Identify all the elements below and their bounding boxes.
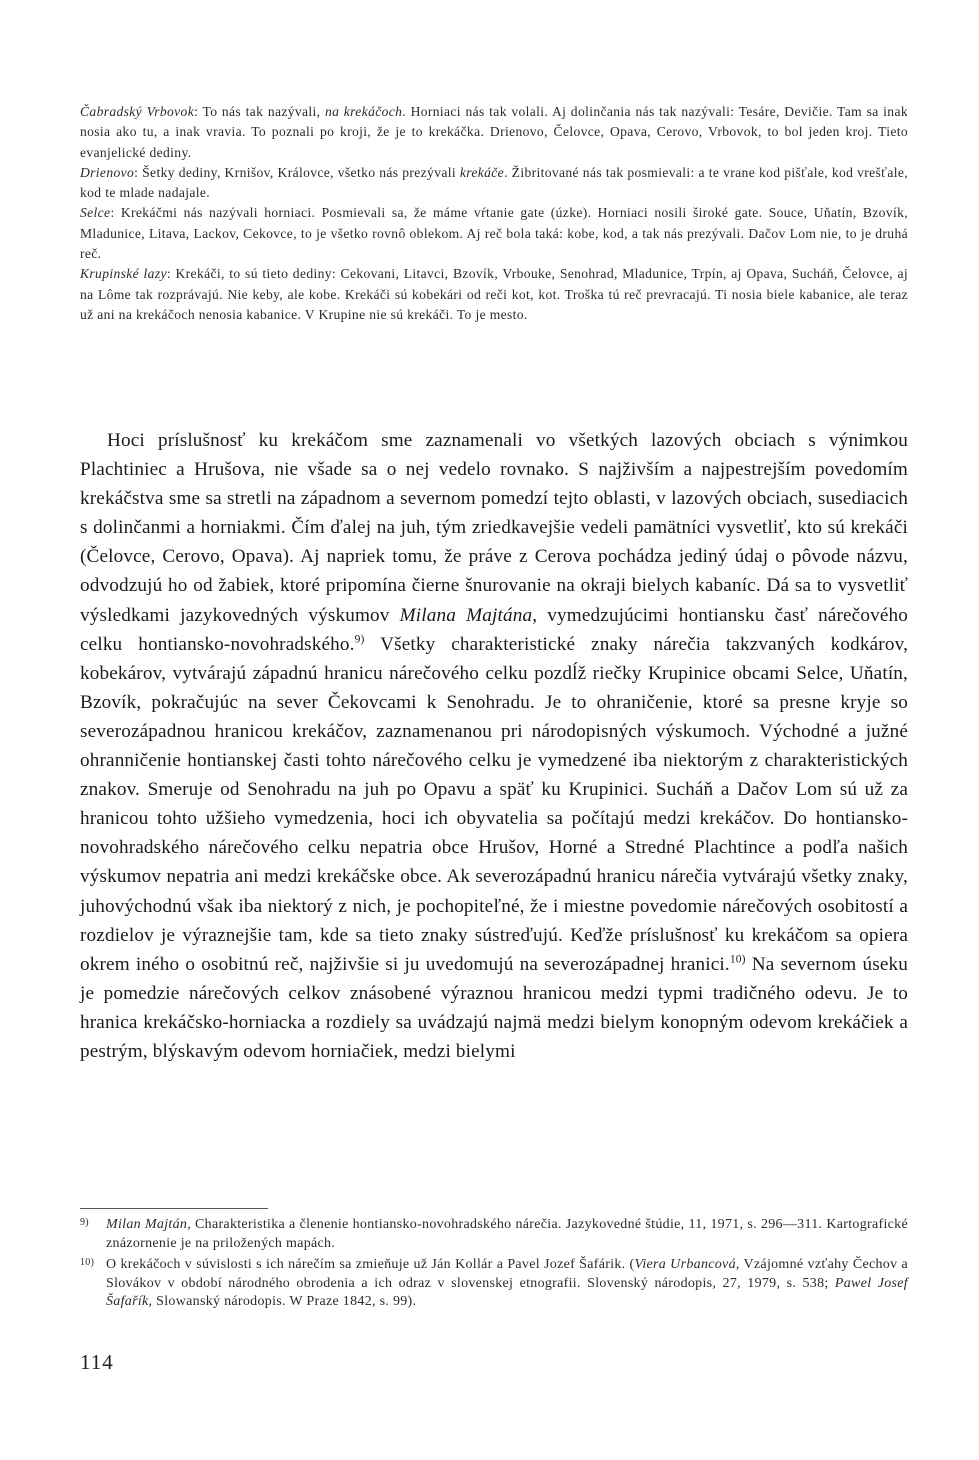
body-text: Na severnom úseku je pomedzie nárečových celkov znásobené výraznou hranicou medzi typmi tradičného odevu. Je to hranica krekáčsko-horniacka a rozdiely sa uvádzajú najmä medzi bielym konopným odevom krekáčiek a pestrým, blýskavým odevom horniačiek, medzi bielymi [80, 953, 908, 1062]
page-number: 114 [80, 1350, 114, 1374]
quote-cabradsky-vrbovok [80, 102, 908, 163]
quote-text: . Horniaci nás tak volali. Aj dolinčania nás tak nazývali: Tesáre, Devičie. Tam sa inak nosia ako tu, a inak vravia. To poznali po kroji, že je to krekáčka. Drienovo, Čelovce, Opava, Cerovo, Vrbovok, to bol jeden kroj. Tieto evanjelické dediny. [80, 104, 908, 160]
quote-text: : To nás tak nazývali, [194, 104, 325, 119]
footnote-mark: 9) [80, 1217, 89, 1228]
quote-emphasis: na krekáčoch [324, 104, 403, 119]
quote-emphasis: krekáče [459, 164, 505, 180]
quote-text: : Šetky dediny, Krnišov, Královce, všetko nás prezývali [134, 164, 460, 180]
quote-place: Selce [80, 205, 111, 221]
quote-place: Drienovo [80, 164, 135, 180]
footnote-body: O krekáčoch v súvislosti s ich nárečím sa zmieňuje už Ján Kollár a Pavel Jozef Šafárik. ( [106, 1257, 635, 1273]
main-text [80, 426, 908, 1066]
footnote-text [106, 1216, 908, 1253]
footnote-body: Charakteristika a členenie hontiansko-novohradského nárečia. Jazykovedné štúdie, 11, 1971, s. 296—311. Kartografické znázornenie je na priložených mapách. [106, 1217, 908, 1251]
footnote-divider [80, 1208, 268, 1209]
quote-drienovo [80, 163, 908, 204]
footnote-body: Slowanský národopis. W Praze 1842, s. 99). [152, 1294, 417, 1310]
body-text: Všetky charakteristické znaky nárečia takzvaných kodkárov, kobekárov, vytvárajú západnú hranicu nárečového celku pozdĺž riečky Krupinice obcami Selce, Uňatín, Bzovík, pokračujúc na sever Čekovcami k Senohradu. Je to ohraničenie, ktoré sa presne kryje so severozápadnou hranicou krekáčov, zaznamenanou pri národopisných výskumoch. Východné a južné ohranničenie hontianskej časti tohto nárečového celku je vymedzené iba niektorým z charakteristických znakov. Smeruje od Senohradu na juh po Opavu a späť ku Krupinici. Sucháň a Dačov Lom sú už za hranicou tohto užšieho vymedzenia, hoci ich obyvatelia sa počítajú medzi krekáčov. Do hontiansko-novohradského nárečového celku nepatria obce Hrušov, Horné a Stredné Plachtince a podľa našich výskumov nepatria ani medzi krekáčske obce. Ak severozápadnú hranicu nárečia vytvárajú všetky znaky, juhovýchodnú však iba niektorý z nich, je pochopiteľné, že i miestne povedomie nárečových osobitostí a rozdielov je výraznejšie tam, kde sa tieto znaky sústreďujú. Keďže príslušnosť ku krekáčom sa opiera okrem iného o osobitnú reč, najživšie si ju uvedomujú na severozápadnej hranici. [80, 633, 909, 975]
quote-selce [80, 203, 908, 264]
footnote-mark: 10) [80, 1257, 95, 1269]
footnote-body: Vzájomné vzťahy Čechov a Slovákov v období národného obrodenia a ich odraz v slovenskej etnografii. Slovenský národopis, 27, 1979, s. 538; [106, 1257, 908, 1291]
footnote-10 [80, 1256, 908, 1312]
footnote-9 [80, 1216, 908, 1253]
body-text: vymedzujúcimi hontiansku časť nárečového celku hontiansko-novohradského. [80, 604, 908, 655]
author-name: Milana Majtána, [399, 604, 538, 626]
footnotes [80, 1216, 908, 1315]
footnote-author: Viera Urbancová, [634, 1257, 740, 1273]
quote-text: . Žibritované nás tak posmievali: a te vrane kod pišťale, kod vrešťale, kod te mlade nadajale. [80, 164, 908, 201]
footnote-ref-10[interactable]: 10) [729, 953, 746, 966]
quote-text: : Krekáčmi nás nazývali horniaci. Posmievali sa, že máme vŕtanie gate (úzke). Horniaci nosili široké gate. Souce, Uňatín, Bzovík, Mladunice, Litava, Lackov, Cekovce, to je všetko rovnô oblekom. Aj reč bola taká: kobe, kod, a tak nás prezývali. Dačov Lom nie, to je druhá reč. [80, 205, 908, 262]
quote-krupinske-lazy [80, 264, 908, 325]
main-paragraph [80, 426, 908, 1066]
quote-text: : Krekáči, to sú tieto dediny: Cekovani, Litavci, Bzovík, Vrbouke, Senohrad, Mladunice, Trpín, aj Opava, Sucháň, Čelovce, aj na Lôme tak rozprávajú. Nie keby, ale kobe. Krekáči sú kobekári od reči kot, kot. Troška tú reč prevracajú. Ti nosia biele kabanice, ale teraz už ani na krekáčoch nenosia kabanice. V Krupine nie sú krekáči. To je mesto. [80, 266, 908, 322]
footnote-author: Milan Majtán, [106, 1217, 191, 1232]
footnote-ref-9[interactable]: 9) [354, 633, 365, 646]
footnote-author: Pawel Josef Šafařík, [106, 1275, 908, 1310]
field-quotes [80, 102, 908, 325]
quote-place: Čabradský Vrbovok [80, 104, 195, 119]
footnote-text [106, 1256, 908, 1312]
body-text: Hoci príslušnosť ku krekáčom sme zaznamenali vo všetkých lazových obciach s výnimkou Plachtiniec a Hrušova, nie všade sa o nej vedelo rovnako. S najživším a najpestrejším povedomím krekáčstva sme sa stretli na západnom a severnom pomedzí tejto oblasti, v lazových obciach, susediacich s dolinčanmi a horniakmi. Čím ďalej na juh, tým zriedkavejšie vedeli pamätníci vysvetliť, kto sú krekáči (Čelovce, Cerovo, Opava). Aj napriek tomu, že práve z Cerova pochádza jediný údaj o pôvode názvu, odvodzujú ho od žabiek, ktoré pripomína čierne šnurovanie na okraji bielych kabaníc. Dá sa to vysvetliť výsledkami jazykovedných výskumov [80, 430, 908, 626]
quote-place: Krupinské lazy [80, 266, 167, 282]
